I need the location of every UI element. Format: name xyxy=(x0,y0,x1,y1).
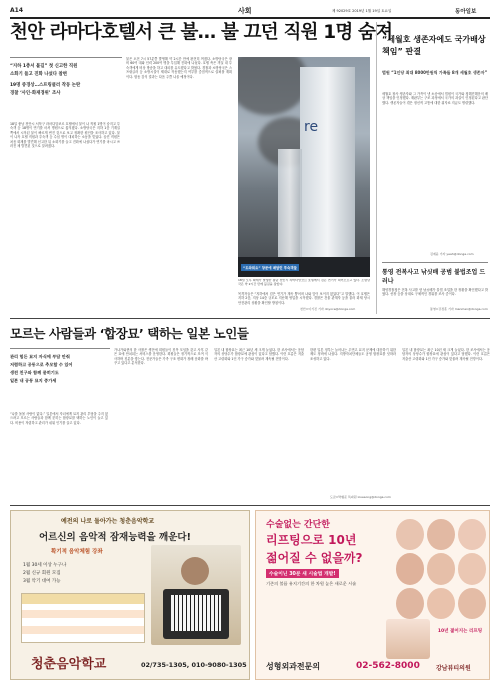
ad-headline3: 젊어질 수 없을까? xyxy=(266,551,363,565)
ad-row: 2월 신규 회원 모집 xyxy=(23,571,61,576)
second-deck xyxy=(10,348,110,408)
doctor-portrait xyxy=(386,619,430,659)
page-number: A14 xyxy=(10,7,23,14)
brief-byline: 통영=강정훈 기자 manman@donga.com xyxy=(430,307,488,311)
second-body-col5: 일본 내 합장묘는 최근 10년 새 크게 늘었다. 한 조사에서는 응답자의 상당수가 합장묘에 관심이 있다고 답했다. 이런 흐름은 저출산 고령화와 1인 가구 증가와 맞물려 계속될 전망이다. xyxy=(402,348,490,361)
side-headline: “세월호 생존자에도 국가배상책임” 판결 xyxy=(382,35,486,56)
ad-row: 3월 악기 대여 가능 xyxy=(23,579,61,584)
deck-line: 생전 친구와 함께 묻히기도 xyxy=(10,370,59,375)
music-school-ad[interactable] xyxy=(10,510,250,680)
page-header xyxy=(10,6,490,16)
clinic-right: 강남뷰티의원 xyxy=(436,665,471,672)
ad-headline2: 리프팅으로 10년 xyxy=(266,533,357,547)
clinic-phone[interactable]: 02-562-8000 xyxy=(356,661,420,671)
ad-topline: 예전의 나로 돌아가는 청춘음악학교 xyxy=(61,518,155,525)
ad-badge: 10년 젊어지는 리프팅 xyxy=(437,629,483,634)
deck-line: 관리 힘든 묘지 자식에 부담 안줘 xyxy=(10,354,70,359)
ad-sub1: 수술이닌 30분 새 시술법 개발! xyxy=(266,569,339,578)
brief-body: 해양경찰청은 전복 사고를 낸 낚싯배가 불법 조업을 한 정황을 확인했다고 밝혔다. 선장 등을 상대로 구체적인 경위를 조사 중이다. xyxy=(382,288,488,297)
main-body-col1: 18일 충남 천안시 서북구 라마다앙코르 호텔에서 불이 나 직원 1명이 숨지고 투숙객 등 18명이 연기를 마셔 병원으로 옮겨졌다. 소방당국은 지하 1층 기계실 쪽에서 시작된 불이 빠르게 번진 것으로 보고 정확한 원인을 조사하고 있다. 불이 나자 호텔 직원과 투숙객 등 수십 명이 대피하는 소동을 빚었다. 숨진 직원은 처음 화재를 발견해 신고한 뒤 소화기를 들고 진화에 나섰다가 연기를 마시고 쓰러진 채 발견된 것으로 알려졌다. xyxy=(10,122,120,149)
second-body-col3: 일본 내 합장묘는 최근 10년 새 크게 늘었다. 한 조사에서는 응답자의 상당수가 합장묘에 관심이 있다고 답했다. 이런 흐름은 저출산 고령화와 1인 가구 증가와 맞물려 계속될 전망이다. xyxy=(214,348,304,361)
second-body-col1: “나를 돌볼 사람이 없다.” 일본에서 자녀에게 묘지 관리 부담을 주지 않으려고 모르는 사람들과 함께 묻히는 합장묘를 택하는 노인이 늘고 있다. 비용이 저렴하고 관리가 쉬워 인기를 끌고 있다. xyxy=(10,412,108,425)
main-body-col3: 목격자들은 “지하에서 검은 연기가 계속 뿜어져 나와 앞이 보이지 않았다”고 말했다. 이 호텔은 지하 2층, 지상 14층 규모로 지난해 영업을 시작했다. 경찰은 건물 관계자 등을 불러 화재 당시 안전관리 상황을 확인할 방침이다. xyxy=(238,292,370,305)
main-byline: 천안=이기진 기자 doyoce@donga.com xyxy=(300,307,356,311)
second-body-col4: 한편 일본 정부는 늘어나는 무연고 묘지 문제에 대응하기 위한 제도 정비에 나섰다. 지방자치단체들도 공영 합장묘를 잇따라 조성하고 있다. xyxy=(310,348,396,361)
lede-line: 경찰 ‘사인·화재경위’ 조사 xyxy=(10,90,61,96)
section-name: 사회 xyxy=(238,7,252,15)
issue-date: 제 92029호 2019년 1월 19일 토요일 xyxy=(332,9,392,13)
lede-box xyxy=(10,57,122,117)
paper-name: 동아일보 xyxy=(455,9,477,15)
hotel-sign: re xyxy=(304,119,319,135)
ad-sub: 확기적 음악체험 강좌 xyxy=(51,549,103,555)
brief-headline: 통영 전복사고 낚싯배 공범 불법조업 드러나 xyxy=(382,269,486,285)
deck-line: 일본 내 공동 묘지 증가세 xyxy=(10,378,57,383)
school-name: 청춘음악학교 xyxy=(31,657,107,672)
ad-row: 1월 30세 이상 누구나 xyxy=(23,563,67,568)
side-body: 세월호 참사 생존자와 그 가족이 낸 소송에서 법원이 국가와 청해진해운의 배상 책임을 인정했다. 재판부는 구조 과정에서 국가의 과실이 인정된다고 판단했다. 생존자들이 겪은 정신적 고통에 대한 위자료 지급도 명령했다. xyxy=(382,92,488,105)
lede-line: 소화기 들고 진화 나섰다 참변 xyxy=(10,71,68,77)
ad-headline1: 수술없는 간단한 xyxy=(266,520,330,530)
photo-badge: “도와줘요” 창문에 매달린 투숙객들 xyxy=(243,266,297,270)
deck-line: 저렴하고 공동으로 추모할 수 있어 xyxy=(10,362,73,367)
second-byline: 도쿄=박형준 특파원 lovesong@donga.com xyxy=(330,495,391,499)
ad-sub2: 기존의 볼륨 유지기간의 한 차원 높은 새로운 시술 xyxy=(266,581,357,586)
side-byline: 김예윤 기자 yeah@donga.com xyxy=(430,252,474,256)
clinic-left: 성형외과전문의 xyxy=(266,662,321,671)
lede-line: 19명 중경상…스프링클러 작동 논란 xyxy=(10,83,81,88)
lifting-clinic-ad[interactable] xyxy=(255,510,490,680)
main-body-col2: 불은 오전 7시 57분쯤 발생해 약 2시간 만에 완전히 꺼졌다. 소방당국은 장비 60여 대와 인력 200여 명을 투입해 진화에 나섰다. 호텔 측은 객실 내 투숙객에게 비상 방송을 하고 대피를 유도했다고 밝혔다. 경찰과 소방당국은 스프링클러 등 소방시설이 제대로 작동했는지 여부를 중점적으로 살펴볼 계획이다. 합동 감식 결과는 다음 주쯤 나올 예정이다. xyxy=(126,57,232,79)
ad-question: 어르신의 음악적 잠재능력을 깨운다! xyxy=(39,532,191,543)
main-headline: 천안 라마다호텔서 큰 불… 불 끄던 직원 1명 숨져 xyxy=(10,22,393,43)
accordion-photo xyxy=(151,545,241,645)
second-headline: 모르는 사람들과 ‘합장묘’ 택하는 일본 노인들 xyxy=(10,326,249,341)
school-phone[interactable]: 02/735-1305, 010-9080-1305 xyxy=(141,661,247,669)
lede-line: “지하 1층서 불길” 첫 신고한 직원 xyxy=(10,64,78,69)
fire-photo xyxy=(238,57,370,277)
photo-caption: 18일 오후 화재가 발생한 충남 천안시 라마다앙코르 호텔에서 검은 연기가 피어오르고 있다. 소방당국은 약 2시간 만에 불길을 잡았다. xyxy=(238,279,370,286)
side-deck: 법원 “1인당 최대 8000만원씩 가족들 8개 세월호 생존자” xyxy=(382,70,488,75)
second-body-col2: 가나가와현의 한 사찰은 생전에 회원들이 친목 모임을 갖고 사후 같은 묘에 안치되는 서비스를 운영한다. 회원들은 정기적으로 모여 식사하며 친분을 쌓는다. 전문가들은 가족 구조 변화가 장례 문화를 바꾸고 있다고 분석한다. xyxy=(114,348,208,366)
